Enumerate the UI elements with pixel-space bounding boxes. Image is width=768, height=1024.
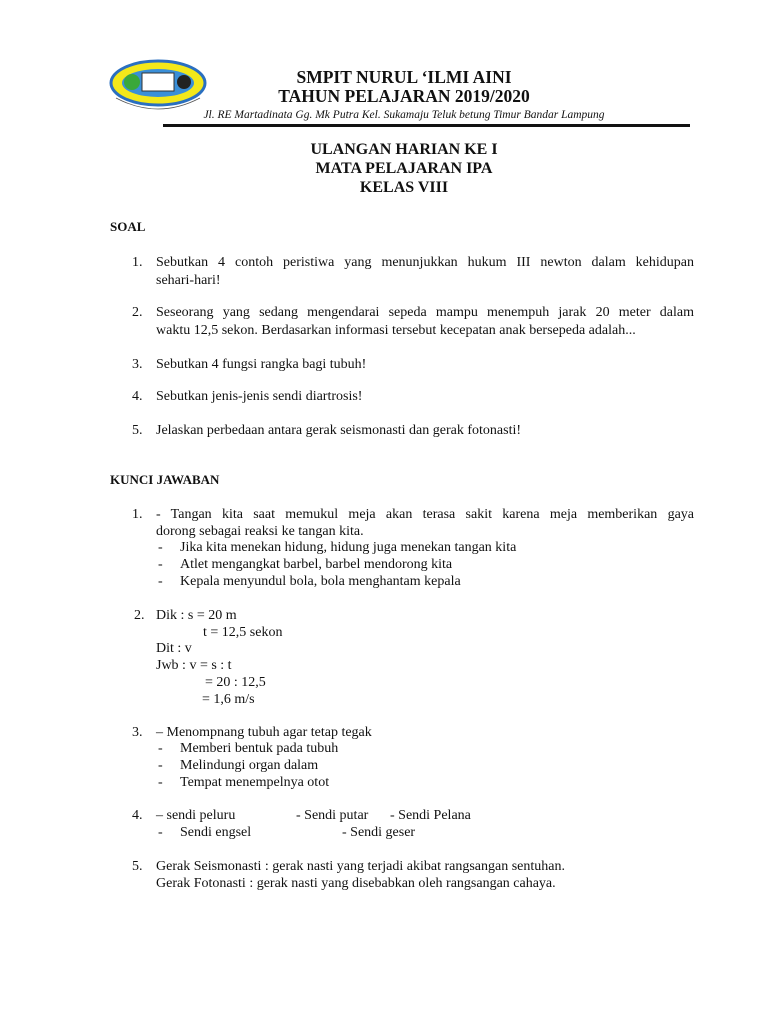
- q2-line2: waktu 12,5 sekon. Berdasarkan informasi tersebut kecepatan anak bersepeda adalah...: [156, 323, 636, 338]
- a5-number: 5.: [132, 859, 143, 874]
- kunci-heading: KUNCI JAWABAN: [110, 472, 220, 487]
- a4-item: Sendi engsel: [180, 825, 252, 840]
- a1-line1: - Tangan kita saat memukul meja akan terasa sakit karena meja memberikan gaya: [156, 507, 694, 522]
- q1-number: 1.: [132, 255, 143, 270]
- a2-line: t = 12,5 sekon: [203, 625, 283, 640]
- a2-line: = 1,6 m/s: [202, 692, 255, 707]
- a3-first: – Menompnang tubuh agar tetap tegak: [156, 725, 372, 740]
- a2-line: Dit : v: [156, 641, 192, 656]
- q3-number: 3.: [132, 357, 143, 372]
- a4-number: 4.: [132, 808, 143, 823]
- a1-bullet: Jika kita menekan hidung, hidung juga menekan tangan kita: [180, 540, 517, 555]
- school-name: SMPIT NURUL ‘ILMI AINI: [296, 67, 512, 87]
- q3-text: Sebutkan 4 fungsi rangka bagi tubuh!: [156, 357, 367, 372]
- soal-heading: [110, 218, 145, 235]
- a3-bullet-dash: -: [158, 741, 163, 756]
- a3-bullet: Memberi bentuk pada tubuh: [180, 741, 339, 756]
- school-year: TAHUN PELAJARAN 2019/2020: [278, 86, 530, 106]
- a1-bullet-dash: -: [158, 557, 163, 572]
- a4-item: – sendi peluru: [156, 808, 236, 823]
- header-rule: [163, 124, 690, 127]
- q5-number: 5.: [132, 423, 143, 438]
- a4-item: - Sendi putar: [296, 808, 369, 823]
- a2-line: = 20 : 12,5: [205, 675, 266, 690]
- a4-item: - Sendi Pelana: [390, 808, 471, 823]
- a3-bullet-dash: -: [158, 775, 163, 790]
- q1-line2: sehari-hari!: [156, 273, 221, 288]
- a4-dash: -: [158, 825, 163, 840]
- a5-line: Gerak Fotonasti : gerak nasti yang disebabkan oleh rangsangan cahaya.: [156, 876, 556, 891]
- a1-bullet-dash: -: [158, 574, 163, 589]
- a3-bullet-dash: -: [158, 758, 163, 773]
- q4-text: Sebutkan jenis-jenis sendi diartrosis!: [156, 389, 363, 404]
- soal-heading-text: SOAL: [110, 219, 146, 234]
- a1-bullet: Kepala menyundul bola, bola menghantam kepala: [180, 574, 461, 589]
- q4-number: 4.: [132, 389, 143, 404]
- a2-line: Dik : s = 20 m: [156, 608, 237, 623]
- school-address: Jl. RE Martadinata Gg. Mk Putra Kel. Sukamaju Teluk betung Timur Bandar Lampung: [203, 109, 605, 121]
- a3-bullet: Tempat menempelnya otot: [180, 775, 330, 790]
- a1-number: 1.: [132, 507, 143, 522]
- a2-number: 2.: [134, 608, 145, 623]
- a2-line: Jwb : v = s : t: [156, 658, 232, 673]
- a1-bullet-dash: -: [158, 540, 163, 555]
- exam-subject: MATA PELAJARAN IPA: [315, 160, 493, 177]
- q2-line1: Seseorang yang sedang mengendarai sepeda mampu menempuh jarak 20 meter dalam: [156, 305, 694, 320]
- a1-bullet: Atlet mengangkat barbel, barbel mendorong kita: [180, 557, 453, 572]
- a1-line2: dorong sebagai reaksi ke tangan kita.: [156, 524, 364, 539]
- q1-line1: Sebutkan 4 contoh peristiwa yang menunjukkan hukum III newton dalam kehidupan: [156, 255, 694, 270]
- a4-item: - Sendi geser: [342, 825, 416, 840]
- a3-bullet: Melindungi organ dalam: [180, 758, 319, 773]
- a5-line: Gerak Seismonasti : gerak nasti yang terjadi akibat rangsangan sentuhan.: [156, 859, 565, 874]
- a3-number: 3.: [132, 725, 143, 740]
- exam-title: ULANGAN HARIAN KE I: [310, 141, 498, 158]
- exam-class: KELAS VIII: [359, 179, 449, 196]
- q5-text: Jelaskan perbedaan antara gerak seismonasti dan gerak fotonasti!: [156, 423, 522, 438]
- q2-number: 2.: [132, 305, 143, 320]
